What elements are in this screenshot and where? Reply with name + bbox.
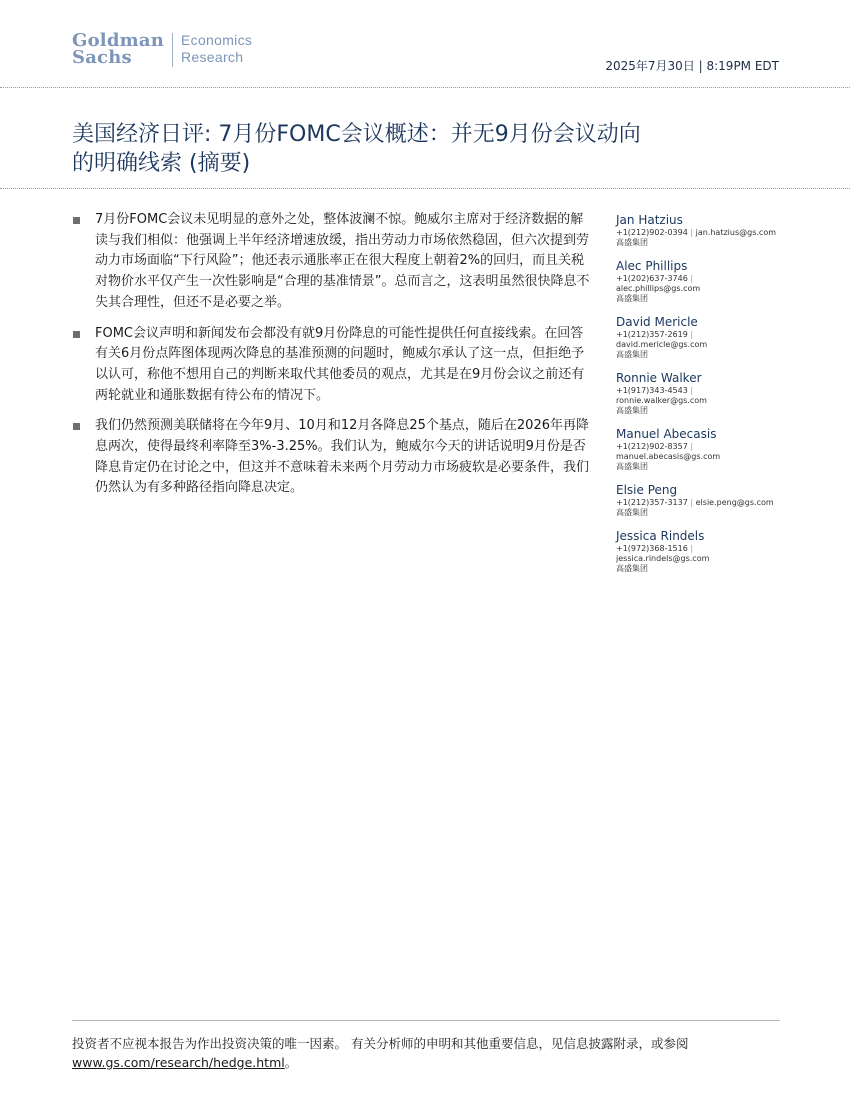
publish-datetime: 2025年7月30日 | 8:19PM EDT [605, 59, 779, 73]
author-firm: 高盛集团 [616, 508, 648, 517]
disclosure-end: 。 [284, 1055, 298, 1070]
report-title [72, 120, 772, 178]
author-entry [616, 482, 796, 518]
author-firm: 高盛集团 [616, 462, 648, 471]
author-email[interactable]: david.mericle@gs.com [616, 340, 708, 349]
square-bullet-icon [73, 423, 80, 430]
logo-wordmark [72, 32, 164, 66]
logo-line-2: Sachs [72, 47, 132, 68]
author-contact [616, 442, 796, 452]
title-divider [0, 188, 850, 189]
author-firm: 高盛集团 [616, 294, 648, 303]
author-entry [616, 258, 796, 304]
author-phone: +1(917)343-4543 [616, 386, 688, 395]
report-header [0, 0, 850, 88]
logo-line-1: Goldman [72, 30, 164, 51]
contact-separator: | [690, 228, 694, 237]
unit-line-1: Economics [181, 32, 253, 48]
author-contact [616, 386, 796, 396]
author-contact [616, 274, 796, 284]
author-name[interactable]: Alec Phillips [616, 259, 688, 273]
contact-separator: | [690, 386, 694, 395]
author-contact [616, 544, 796, 554]
author-firm: 高盛集团 [616, 238, 648, 247]
header-divider [0, 87, 850, 88]
square-bullet-icon [73, 331, 80, 338]
author-list [616, 212, 796, 584]
author-entry [616, 212, 796, 248]
author-name[interactable]: David Mericle [616, 315, 698, 329]
unit-line-2: Research [181, 49, 244, 65]
author-phone: +1(212)902-0394 [616, 228, 688, 237]
square-bullet-icon [73, 217, 80, 224]
bullet-text: 我们仍然预测美联储将在今年9月、10月和12月各降息25个基点，随后在2026年再降息两次，使得最终利率降至3%-3.25%。我们认为，鲍威尔今天的讲话说明9月份是否降息肯定仍在讨论之中，但这并不意味着未来两个月劳动力市场疲软是必要条件，我们仍然认为有多种路径指向降息决定。 [95, 418, 590, 496]
author-name[interactable]: Ronnie Walker [616, 371, 702, 385]
author-firm: 高盛集团 [616, 350, 648, 359]
author-contact [616, 330, 796, 340]
author-email[interactable]: manuel.abecasis@gs.com [616, 452, 721, 461]
title-line-2: 的明确线索 (摘要) [72, 151, 251, 176]
author-entry [616, 314, 796, 360]
logo-divider [172, 33, 173, 67]
author-email[interactable]: jessica.rindels@gs.com [616, 554, 710, 563]
disclosure-text: 投资者不应视本报告为作出投资决策的唯一因素。 有关分析师的申明和其他重要信息，见信息披露附录，或参阅 [72, 1036, 689, 1051]
contact-separator: | [690, 330, 694, 339]
author-name[interactable]: Jessica Rindels [616, 529, 705, 543]
author-email[interactable]: elsie.peng@gs.com [695, 498, 774, 507]
title-line-1: 美国经济日评: 7月份FOMC会议概述：并无9月份会议动向 [72, 122, 641, 147]
contact-separator: | [690, 442, 694, 451]
goldman-sachs-logo [72, 32, 252, 67]
summary-bullet [72, 210, 592, 314]
summary-bullet [72, 416, 592, 499]
contact-separator: | [690, 274, 694, 283]
author-phone: +1(212)357-2619 [616, 330, 688, 339]
author-firm: 高盛集团 [616, 564, 648, 573]
disclosure-link[interactable]: www.gs.com/research/hedge.html [72, 1055, 285, 1070]
author-phone: +1(202)637-3746 [616, 274, 688, 283]
author-email[interactable]: ronnie.walker@gs.com [616, 396, 707, 405]
author-phone: +1(972)368-1516 [616, 544, 688, 553]
contact-separator: | [690, 498, 694, 507]
author-entry [616, 426, 796, 472]
author-name[interactable]: Jan Hatzius [616, 213, 683, 227]
author-entry [616, 528, 796, 574]
author-name[interactable]: Elsie Peng [616, 483, 678, 497]
contact-separator: | [690, 544, 694, 553]
author-entry [616, 370, 796, 416]
disclosure-footer [72, 1034, 780, 1072]
bullet-text: 7月份FOMC会议未见明显的意外之处，整体波澜不惊。鲍威尔主席对于经济数据的解读与我们相似：他强调上半年经济增速放缓，指出劳动力市场依然稳固，但六次提到劳动力市场面临“下行风险”；他还表示通胀率正在很大程度上朝着2%的回归，而且关税对物价水平仅产生一次性影响是“合理的基准情景”。总而言之，这表明虽然很快降息不失其合理性，但还不是必要之举。 [95, 212, 590, 310]
author-contact [616, 498, 796, 508]
bullet-text: FOMC会议声明和新闻发布会都没有就9月份降息的可能性提供任何直接线索。在回答有关6月份点阵图体现两次降息的基准预测的问题时，鲍威尔承认了这一点，但拒绝予以认可，称他不想用自己的判断来取代其他委员的观点，尤其是在9月份会议之前还有两轮就业和通胀数据有待公布的情况下。 [95, 325, 585, 403]
author-firm: 高盛集团 [616, 406, 648, 415]
author-email[interactable]: jan.hatzius@gs.com [695, 228, 777, 237]
summary-bullets [72, 210, 592, 509]
author-email[interactable]: alec.phillips@gs.com [616, 284, 701, 293]
author-phone: +1(212)902-8357 [616, 442, 688, 451]
author-contact [616, 228, 796, 238]
footer-divider [72, 1020, 780, 1021]
author-phone: +1(212)357-3137 [616, 498, 688, 507]
research-unit-label [181, 32, 252, 66]
summary-bullet [72, 324, 592, 407]
author-name[interactable]: Manuel Abecasis [616, 427, 717, 441]
